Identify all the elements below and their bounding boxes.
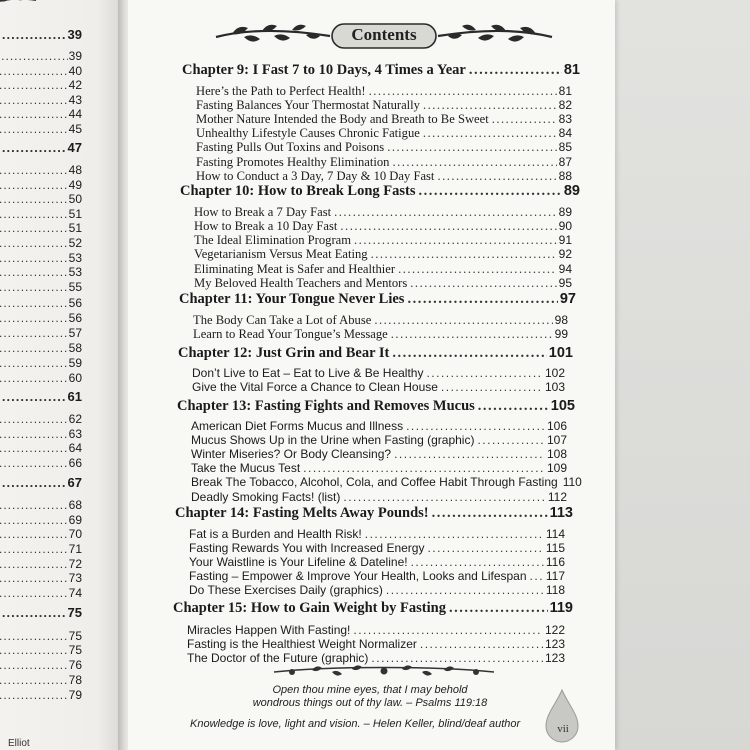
left-page-entry [0,296,82,310]
section-entry [194,276,572,290]
left-entry-page-number: 45 [68,122,82,136]
section-entry-title: Fasting – Empower & Improve Your Health, Looks and Lifespan [189,569,527,583]
left-page-entry [0,673,82,687]
section-entry [196,98,572,112]
section-entry-title: Here’s the Path to Perfect Health! [196,84,366,98]
left-entry-page-number: 44 [68,107,82,121]
left-page-entry [0,178,82,192]
dot-leader [0,586,68,600]
left-entry-page-number: 51 [68,207,82,221]
section-entry-title: Eliminating Meat is Safer and Healthier [194,262,396,276]
section-entry-title: Fasting is the Healthiest Weight Normalizer [187,637,417,651]
left-entry-page-number: 60 [68,371,82,385]
dot-leader [0,280,68,294]
left-entry-page-number: 73 [68,571,82,585]
background-surface [615,0,750,750]
left-entry-page-number: 68 [68,498,82,512]
left-entry-page-number: 79 [68,688,82,702]
left-page-entry [0,513,82,527]
chapter-heading [173,600,573,616]
dot-leader [0,513,68,527]
left-entry-page-number: 48 [68,163,82,177]
dot-leader [0,49,68,63]
section-entry [189,527,565,541]
dot-leader [374,313,552,327]
left-entry-page-number: 56 [68,311,82,325]
dot-leader [437,169,556,183]
section-entry [187,651,565,665]
left-page-entry [0,163,82,177]
section-entry-title: Deadly Smoking Facts! (list) [191,490,341,504]
chapter-heading-title: Chapter 14: Fasting Melts Away Pounds! [175,505,429,521]
dot-leader [0,311,68,325]
dot-leader [427,541,543,555]
section-entry [193,313,568,327]
section-entry-title: Unhealthy Lifestyle Causes Chronic Fatigue [196,126,420,140]
section-entry [194,247,572,261]
left-entry-page-number: 50 [68,192,82,206]
chapter-heading-title: Chapter 13: Fasting Fights and Removes Mucus [177,398,475,414]
dot-leader [0,221,68,235]
section-entry-page-number: 88 [558,169,572,183]
dot-leader [0,606,67,620]
chapter-heading [180,183,580,199]
left-facing-page [0,0,122,750]
dot-leader [0,122,68,136]
left-entry-page-number: 59 [68,356,82,370]
section-entry-page-number: 108 [546,447,567,461]
section-entry-page-number: 114 [545,527,565,541]
section-entry-page-number: 91 [558,233,572,247]
left-entry-page-number: 52 [68,236,82,250]
dot-leader [398,262,557,276]
left-page-entry [0,527,82,541]
dot-leader [0,64,68,78]
section-entry-page-number: 95 [558,276,572,290]
dot-leader [371,247,557,261]
section-entry-page-number: 118 [545,583,565,597]
section-entry-title: Fasting Rewards You with Increased Energy [189,541,425,555]
section-entry-page-number: 123 [544,637,565,651]
dot-leader [419,183,562,199]
section-entry-page-number: 115 [545,541,565,555]
left-page-entry [0,629,82,643]
section-entry-title: Break The Tobacco, Alcohol, Cola, and Coffee Habit Through Fasting [191,475,558,489]
dot-leader [0,673,68,687]
section-entry-title: Take the Mucus Test [191,461,301,475]
left-page-entry [0,456,82,470]
dot-leader [0,93,68,107]
section-entry-title: The Body Can Take a Lot of Abuse [193,313,372,327]
dot-leader [334,205,557,219]
chapter-heading-title: Chapter 15: How to Gain Weight by Fasting [173,600,446,616]
section-entry-page-number: 117 [545,569,565,583]
chapter-heading-page-number: 101 [548,345,573,361]
dot-leader [449,600,548,616]
dot-leader [353,623,543,637]
dot-leader [410,276,556,290]
chapter-heading-title: Chapter 11: Your Tongue Never Lies [179,291,405,307]
left-page-entry [0,192,82,206]
section-entry-page-number: 112 [547,490,567,504]
water-drop-icon [542,688,582,744]
left-page-entry [0,107,82,121]
dot-leader [420,637,543,651]
left-entry-page-number: 63 [68,427,82,441]
dot-leader [426,366,543,380]
left-entry-page-number: 61 [67,389,82,404]
section-entry-title: Give the Vital Force a Chance to Clean House [192,380,438,394]
dot-leader [0,476,67,490]
dot-leader [477,433,545,447]
dot-leader [0,629,68,643]
left-page-entry [0,280,82,294]
left-entry-page-number: 39 [67,27,82,42]
left-page-entry [0,122,82,136]
section-entry [189,583,565,597]
section-entry-title: Don’t Live to Eat – Eat to Live & Be Healthy [192,366,424,380]
dot-leader [0,427,68,441]
dot-leader [407,291,557,307]
section-entry [191,447,567,461]
left-entry-page-number: 74 [68,586,82,600]
section-entry-page-number: 82 [558,98,572,112]
section-entry-page-number: 110 [562,475,582,489]
dot-leader [394,447,545,461]
section-entry [194,205,572,219]
chapter-heading-title: Chapter 10: How to Break Long Fasts [180,183,416,199]
section-entry-title: Fat is a Burden and Health Risk! [189,527,362,541]
footer-quote-keller: Knowledge is love, light and vision. – Helen Keller, blind/deaf author [190,718,521,730]
section-entry-page-number: 103 [544,380,565,394]
left-entry-page-number: 69 [68,513,82,527]
section-entry [191,419,567,433]
section-entry-title: Miracles Happen With Fasting! [187,623,351,637]
chapter-heading [177,398,575,414]
dot-leader [0,371,68,385]
dot-leader [423,98,557,112]
section-entry-title: My Beloved Health Teachers and Mentors [194,276,408,290]
left-page-entry [0,141,82,155]
dot-leader [0,412,68,426]
dot-leader [0,390,67,404]
dot-leader [0,192,68,206]
section-entry-title: How to Break a 10 Day Fast [194,219,338,233]
left-page-entry [0,251,82,265]
left-entry-page-number: 64 [68,441,82,455]
section-entry-title: How to Break a 7 Day Fast [194,205,332,219]
left-page-entry [0,49,82,63]
section-entry-page-number: 87 [558,155,572,169]
section-entry-title: Do These Exercises Daily (graphics) [189,583,383,597]
dot-leader [478,398,549,414]
left-entry-page-number: 71 [68,542,82,556]
left-entry-page-number: 62 [68,412,82,426]
left-entry-page-number: 53 [68,251,82,265]
section-entry [196,112,572,126]
left-entry-page-number: 39 [68,49,82,63]
dot-leader [343,490,545,504]
chapter-heading-title: Chapter 9: I Fast 7 to 10 Days, 4 Times a Year [182,62,466,78]
left-page-entry [0,341,82,355]
left-page-entry [0,390,82,404]
section-entry [194,219,572,233]
dot-leader [0,456,68,470]
left-page-entry [0,64,82,78]
dot-leader [406,419,545,433]
section-entry-title: American Diet Forms Mucus and Illness [191,419,404,433]
dot-leader [0,527,68,541]
dot-leader [0,251,68,265]
left-page-entry [0,476,82,490]
dot-leader [391,327,553,341]
section-entry-title: Mucus Shows Up in the Urine when Fasting (graphic) [191,433,475,447]
section-entry [187,623,565,637]
section-entry [196,84,572,98]
section-entry-page-number: 94 [558,262,572,276]
left-entry-page-number: 58 [68,341,82,355]
dot-leader [0,163,68,177]
left-page-entry [0,658,82,672]
left-page-entry [0,412,82,426]
left-page-entry [0,371,82,385]
dot-leader [530,569,544,583]
left-page-entry [0,571,82,585]
section-entry-page-number: 107 [546,433,567,447]
dot-leader [371,651,543,665]
dot-leader [432,505,548,521]
dot-leader [0,28,67,42]
dot-leader [392,155,556,169]
dot-leader [0,643,68,657]
left-page-entry [0,606,82,620]
left-page-entry [0,356,82,370]
dot-leader [0,107,68,121]
left-entry-page-number: 51 [68,221,82,235]
dot-leader [0,571,68,585]
chapter-heading [178,345,573,361]
left-page-entry [0,93,82,107]
chapter-heading-page-number: 105 [550,398,575,414]
chapter-heading-page-number: 113 [549,505,573,521]
left-entry-page-number: 49 [68,178,82,192]
section-entry [191,433,567,447]
dot-leader [441,380,543,394]
left-entry-page-number: 56 [68,296,82,310]
section-entry-title: Mother Nature Intended the Body and Breath to Be Sweet [196,112,489,126]
section-entry-page-number: 89 [558,205,572,219]
section-entry-page-number: 106 [546,419,567,433]
dot-leader [0,498,68,512]
left-page-entry [0,643,82,657]
left-entry-page-number: 75 [68,643,82,657]
dot-leader [0,236,68,250]
left-page-entry [0,311,82,325]
dot-leader [387,140,556,154]
dot-leader [492,112,557,126]
left-entry-page-number: 78 [68,673,82,687]
left-entry-page-number: 53 [68,265,82,279]
contents-header [212,18,556,54]
section-entry-title: The Ideal Elimination Program [194,233,352,247]
section-entry-title: Fasting Pulls Out Toxins and Poisons [196,140,385,154]
left-page-entry [0,498,82,512]
vine-divider-ornament [272,664,496,680]
page-number: vii [557,723,569,735]
left-page-entry [0,265,82,279]
left-page-bottom-text: Elliot [8,738,30,749]
dot-leader [0,141,67,155]
section-entry-page-number: 123 [544,651,565,665]
dot-leader [0,178,68,192]
section-entry-page-number: 85 [558,140,572,154]
left-page-entry [0,78,82,92]
left-entry-page-number: 70 [68,527,82,541]
dot-leader [0,78,68,92]
section-entry [191,490,567,504]
left-page-entry [0,688,82,702]
dot-leader [303,461,545,475]
dot-leader [354,233,557,247]
left-entry-page-number: 47 [67,140,82,155]
dot-leader [0,658,68,672]
section-entry [187,637,565,651]
section-entry-page-number: 99 [554,327,568,341]
left-page-entry [0,542,82,556]
left-entry-page-number: 67 [67,475,82,490]
section-entry-page-number: 92 [558,247,572,261]
section-entry [189,555,565,569]
section-entry-page-number: 122 [544,623,565,637]
chapter-heading-page-number: 119 [549,600,573,616]
section-entry-page-number: 90 [558,219,572,233]
section-entry [193,327,568,341]
dot-leader [423,126,557,140]
section-entry [196,140,572,154]
footer-quote [218,684,522,710]
section-entry-title: Fasting Promotes Healthy Elimination [196,155,390,169]
section-entry [191,475,582,489]
dot-leader [0,356,68,370]
left-page-entry [0,441,82,455]
dot-leader [0,688,68,702]
left-page-entry [0,28,82,42]
left-entry-page-number: 57 [68,326,82,340]
chapter-heading-page-number: 89 [563,183,580,199]
chapter-heading [175,505,573,521]
footer-quote-line1: Open thou mine eyes, that I may behold [272,684,468,696]
contents-title: Contents [351,25,417,44]
left-page-entry [0,221,82,235]
section-entry-title: Winter Miseries? Or Body Cleansing? [191,447,392,461]
dot-leader [0,441,68,455]
left-entry-page-number: 42 [68,78,82,92]
section-entry [191,461,567,475]
section-entry [196,126,572,140]
dot-leader [0,341,68,355]
section-entry [196,155,572,169]
left-entry-page-number: 76 [68,658,82,672]
dot-leader [0,326,68,340]
left-page-entry [0,326,82,340]
left-page-entry [0,207,82,221]
section-entry-page-number: 116 [545,555,565,569]
section-entry [194,262,572,276]
left-entry-page-number: 43 [68,93,82,107]
vine-ornament-left [0,0,40,10]
dot-leader [0,542,68,556]
section-entry [196,169,572,183]
left-page-entry [0,427,82,441]
dot-leader [392,345,546,361]
section-entry [192,380,565,394]
section-entry-page-number: 83 [558,112,572,126]
section-entry-title: The Doctor of the Future (graphic) [187,651,369,665]
dot-leader [365,527,544,541]
left-page-entry [0,236,82,250]
chapter-heading-page-number: 97 [559,291,576,307]
section-entry-page-number: 98 [554,313,568,327]
section-entry [189,569,565,583]
section-entry-page-number: 102 [544,366,565,380]
section-entry [189,541,565,555]
section-entry [194,233,572,247]
dot-leader [386,583,544,597]
dot-leader [340,219,556,233]
dot-leader [0,265,68,279]
chapter-heading [182,62,580,78]
dot-leader [469,62,562,78]
section-entry-title: How to Conduct a 3 Day, 7 Day & 10 Day Fast [196,169,435,183]
section-entry-title: Your Waistline is Your Lifeline & Dateline! [189,555,408,569]
section-entry [192,366,565,380]
chapter-heading [179,291,576,307]
left-entry-page-number: 40 [68,64,82,78]
section-entry-title: Fasting Balances Your Thermostat Naturally [196,98,420,112]
left-entry-page-number: 66 [68,456,82,470]
section-entry-title: Learn to Read Your Tongue’s Message [193,327,388,341]
section-entry-title: Vegetarianism Versus Meat Eating [194,247,368,261]
left-page-entry [0,586,82,600]
dot-leader [0,207,68,221]
left-entry-page-number: 55 [68,280,82,294]
footer-quote-line2: wondrous things out of thy law. – Psalms 119:18 [252,697,488,709]
section-entry-page-number: 84 [558,126,572,140]
dot-leader [411,555,544,569]
chapter-heading-page-number: 81 [563,62,580,78]
dot-leader [0,557,68,571]
left-entry-page-number: 75 [67,605,82,620]
dot-leader [0,296,68,310]
section-entry-page-number: 81 [558,84,572,98]
left-entry-page-number: 75 [68,629,82,643]
section-entry-page-number: 109 [546,461,567,475]
chapter-heading-title: Chapter 12: Just Grin and Bear It [178,345,390,361]
dot-leader [369,84,557,98]
left-page-entry [0,557,82,571]
left-entry-page-number: 72 [68,557,82,571]
